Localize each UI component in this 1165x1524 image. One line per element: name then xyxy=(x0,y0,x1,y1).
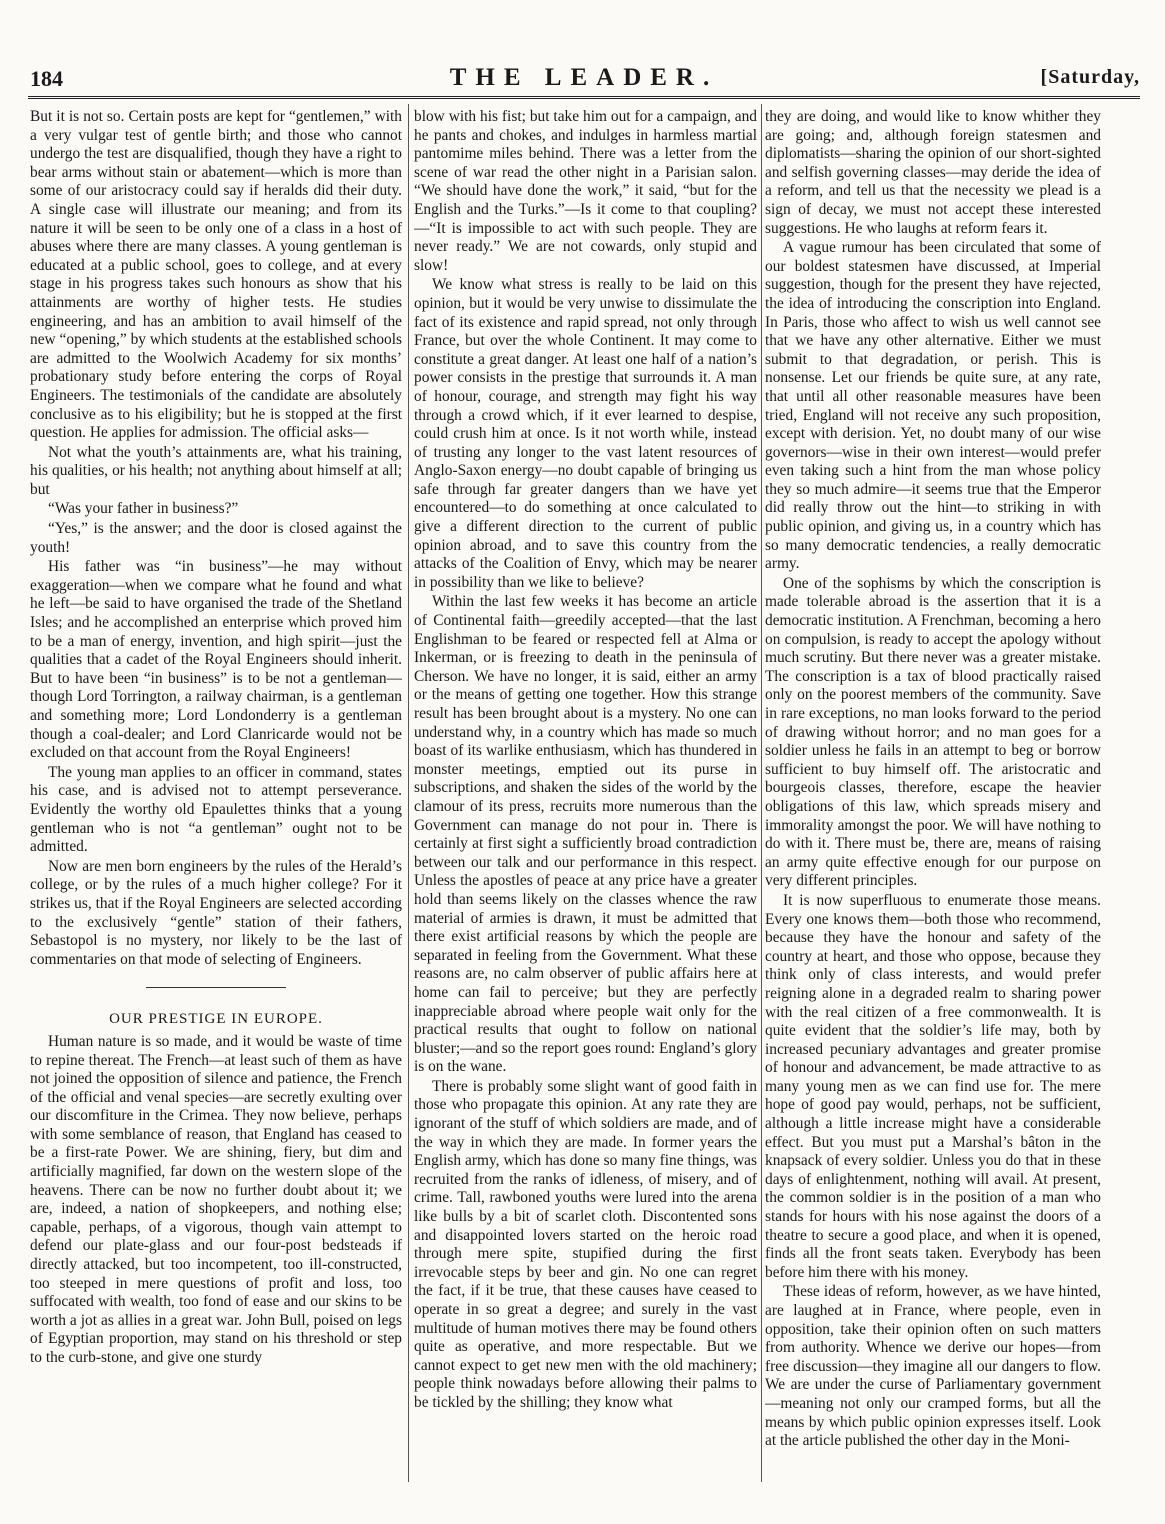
journal-title: THE LEADER. xyxy=(449,64,719,91)
paragraph: “Yes,” is the answer; and the door is closed against the youth! xyxy=(30,520,402,556)
column-divider xyxy=(761,104,762,1482)
section-divider xyxy=(146,987,286,988)
paragraph: These ideas of reform, however, as we have hinted, are laughed at in France, where people, even in opposition, take their opinion often on such matters from authority. Whence we derive our hopes—from free discussion—they imagine all our dangers to flow. We are under the curse of Parliamentary government—meaning not only our cramped forms, but all the means by which public opinion expresses itself. Look at the article published the other day in the Moni- xyxy=(765,1283,1101,1450)
masthead xyxy=(28,58,1140,98)
paragraph: blow with his fist; but take him out for a campaign, and he pants and chokes, and indulges in harmless martial pantomime miles behind. There was a letter from the scene of war read the other night in a Parisian salon. “We should have done the work,” it said, “but for the English and the Turks.”—Is it come to that coupling?—“It is impossible to act with such people. They are never ready.” We are not cowards, only stupid and slow! xyxy=(414,108,757,274)
paragraph: But it is not so. Certain posts are kept for “gentlemen,” with a very vulgar test of gentle birth; and those who cannot undergo the test are disqualified, though they have a right to bear arms without stain or abatement—which is more than some of our aristocracy could say if heralds did their duty. A single case will illustrate our meaning; and from its nature it will be seen to be only one of a class in a host of abuses where there are many classes. A young gentleman is educated at a public school, goes to college, and at every stage in his progress takes such honours as show that his attainments are worthy of higher tests. He studies engineering, and has an ambition to avail himself of the new “opening,” by which students at the established schools are admitted to the Woolwich Academy for six months’ probationary study before entering the corps of Royal Engineers. The testimonials of the candidate are absolutely conclusive as to his eligibility; but he is stopped at the first question. He applies for admission. The official asks— xyxy=(30,108,402,442)
paragraph: There is probably some slight want of good faith in those who propagate this opinion. At any rate they are ignorant of the stuff of which soldiers are made, and of the way in which they are made. In former years the English army, which has done so many fine things, was recruited from the ranks of idleness, of misery, and of crime. Tall, rawboned youths were lured into the arena like bulls by a bit of scarlet cloth. Discontented sons and disappointed lovers started on the heroic road through mere spite, stupified during the first irrevocable steps by beer and gin. No one can regret the fact, if it be true, that these causes have ceased to operate in so great a degree; and surely in the vast multitude of human motives there may be found others quite as operative, and more respectable. But we cannot expect to get new men with the old machinery; people think nowadays before allowing their palms to be tickled by the shilling; they know what xyxy=(414,1077,757,1411)
article-heading: OUR PRESTIGE IN EUROPE. xyxy=(109,1011,323,1028)
header-rule xyxy=(28,96,1140,99)
paragraph: His father was “in business”—he may without exaggeration—when we compare what he found and what he left—be said to have organised the trade of the Shetland Isles; and he accomplished an enterprise which proved him to be a man of energy, invention, and high spirit—just the qualities that a cadet of the Royal Engineers should inherit. But to have been “in business” is to be not a gentleman—though Lord Torrington, a railway chairman, is a gentleman and something more; Lord Londonderry is a gentleman though a coal-dealer; and Lord Clanricarde would not be excluded on that account from the Royal Engineers! xyxy=(30,558,402,762)
paragraph: Now are men born engineers by the rules of the Herald’s college, or by the rules of a much higher college? For it strikes us, that if the Royal Engineers are selected according to the exclusively “gentle” station of their fathers, Sebastopol is no mystery, nor likely to be the last of commentaries on that mode of selecting of Engineers. xyxy=(30,857,402,968)
page-number: 184 xyxy=(30,66,63,91)
paragraph: “Was your father in business?” xyxy=(48,500,239,518)
paragraph: Human nature is so made, and it would be waste of time to repine thereat. The French—at least such of them as have not joined the opposition of silence and patience, the French of the official and venal species—are secretly exulting over our discomfiture in the Crimea. They now believe, perhaps with some semblance of reason, that England has ceased to be a first-rate Power. We are shining, fiery, but dim and artificially magnified, far down on the western slope of the heavens. There can be now no further doubt about it; we are, indeed, a nation of shopkeepers, and nothing else; capable, perhaps, of a vigorous, though vain attempt to defend our plate-glass and our four-post bedsteads if directly attacked, but too incompetent, too ill-constructed, too steeped in mere questions of profit and loss, too suffocated with wealth, too fond of ease and our skins to be worth a jot as allies in a great war. John Bull, poised on legs of Egyptian proportion, may stand on his threshold or step to the curb-stone, and give one sturdy xyxy=(30,1032,402,1366)
column-2 xyxy=(414,108,757,1488)
paragraph: they are doing, and would like to know whither they are going; and, although foreign statesmen and diplomatists—sharing the opinion of our short-sighted and selfish governing classes—may deride the idea of a reform, and tell us that the necessity we plead is a sign of decay, we must not accept these interested suggestions. He who laughs at reform fears it. xyxy=(765,108,1101,237)
paragraph: We know what stress is really to be laid on this opinion, but it would be very unwise to dissimulate the fact of its existence and rapid spread, not only through France, but over the whole Continent. It may come to constitute a great danger. At least one half of a nation’s power consists in the prestige that surrounds it. A man of honour, courage, and strength may fight his way through a crowd which, if it ever learned to despise, could crush him at once. Is it not worth while, instead of trusting any longer to the vast latent resources of Anglo-Saxon energy—no doubt capable of bringing us safe through far greater dangers than we have yet encountered—to do something at once calculated to give a different direction to the current of public opinion abroad, and to save this country from the attacks of the Coalition of Envy, which may be nearer in possibility than we like to believe? xyxy=(414,276,757,591)
paragraph: One of the sophisms by which the conscription is made tolerable abroad is the assertion that it is a democratic institution. A Frenchman, becoming a hero on compulsion, is ready to accept the apology without much scrutiny. But there never was a greater mistake. The conscription is a tax of blood practically raised only on the poorest members of the community. Save in rare exceptions, no man looks forward to the period of drawing without horror; and no man goes for a soldier unless he fails in an attempt to beg or borrow sufficient to buy himself off. The aristocratic and bourgeois classes, therefore, escape the heavier obligations of this law, which spreads misery and immorality amongst the poor. We will have nothing to do with it. There must be, there are, means of raising an army quite effective enough for our purpose on very different principles. xyxy=(765,574,1101,890)
paragraph: Not what the youth’s attainments are, what his training, his qualities, or his health; not anything about himself at all; but xyxy=(30,443,402,498)
paragraph: The young man applies to an officer in command, states his case, and is advised not to attempt perseverance. Evidently the worthy old Epaulettes thinks that a young gentleman who is not “a gentleman” ought not to be admitted. xyxy=(30,763,402,856)
paragraph: It is now superfluous to enumerate those means. Every one knows them—both those who recommend, because they have the honour and safety of the country at heart, and those who oppose, because they think only of class interests, and would prefer reigning alone in a degraded realm to sharing power with the real citizen of a free commonwealth. It is quite evident that the soldier’s life may, both by increased pecuniary advantages and greater promise of honour and advancement, be made attractive to as many young men as we can find use for. The mere hope of good pay would, perhaps, not be sufficient, although a little increase might have a considerable effect. But you must put a Marshal’s bâton in the knapsack of every soldier. Unless you do that in these days of enlightenment, nothing will avail. At present, the common soldier is in the position of a man who stands for hours with his nose against the doors of a theatre to secure a good place, and when it is opened, finds all the front seats taken. Everybody has been before him there with his money. xyxy=(765,891,1101,1281)
paragraph: Within the last few weeks it has become an article of Continental faith—greedily accepted—that the last Englishman to be feared or respected fell at Alma or Inkerman, or is freezing to death in the peninsula of Cherson. We have no longer, it is said, either an army or the means of getting one together. How this strange result has been brought about is a mystery. No one can understand why, in a country which has made so much boast of its warlike enthusiasm, which has thundered in monster meetings, emptied out its purse in subscriptions, and shaken the sides of the world by the clamour of its press, recruits more numerous than the Government can manage do not pour in. There is certainly at first sight a sufficiently broad contradiction between our talk and our performance in this respect. Unless the apostles of peace at any price have a greater hold than seems likely on the classes whence the raw material of armies is drawn, it must be admitted that there exist artificial reasons by which the people are separated in feeling from the Government. What these reasons are, no calm observer of public affairs here at home can fail to perceive; but they are perfectly inappreciable abroad where people wait only for the practical results that ought to follow on national bluster;—and so the report goes round: England’s glory is on the wane. xyxy=(414,593,757,1076)
issue-day-label: [Saturday, xyxy=(1040,66,1140,88)
column-1 xyxy=(30,108,402,1488)
paragraph: A vague rumour has been circulated that some of our boldest statesmen have discussed, at Imperial suggestion, though for the present they have rejected, the idea of introducing the conscription into England. In Paris, those who affect to wish us well cannot see that we have any other alternative. Either we must submit to that degradation, or perish. This is nonsense. Let our friends be quite sure, at any rate, that until all other reasonable measures have been tried, England will not receive any such proposition, except with derision. Yet, no doubt many of our wise governors—wise in their own interest—would prefer even taking such a hint from the man whose policy they so much admire—it seems true that the Emperor did really throw out the hint—to striking in with public opinion, and giving us, in a country which has so many democratic tendencies, a really democratic army. xyxy=(765,239,1101,573)
column-divider xyxy=(408,104,409,1482)
column-3 xyxy=(765,108,1101,1488)
